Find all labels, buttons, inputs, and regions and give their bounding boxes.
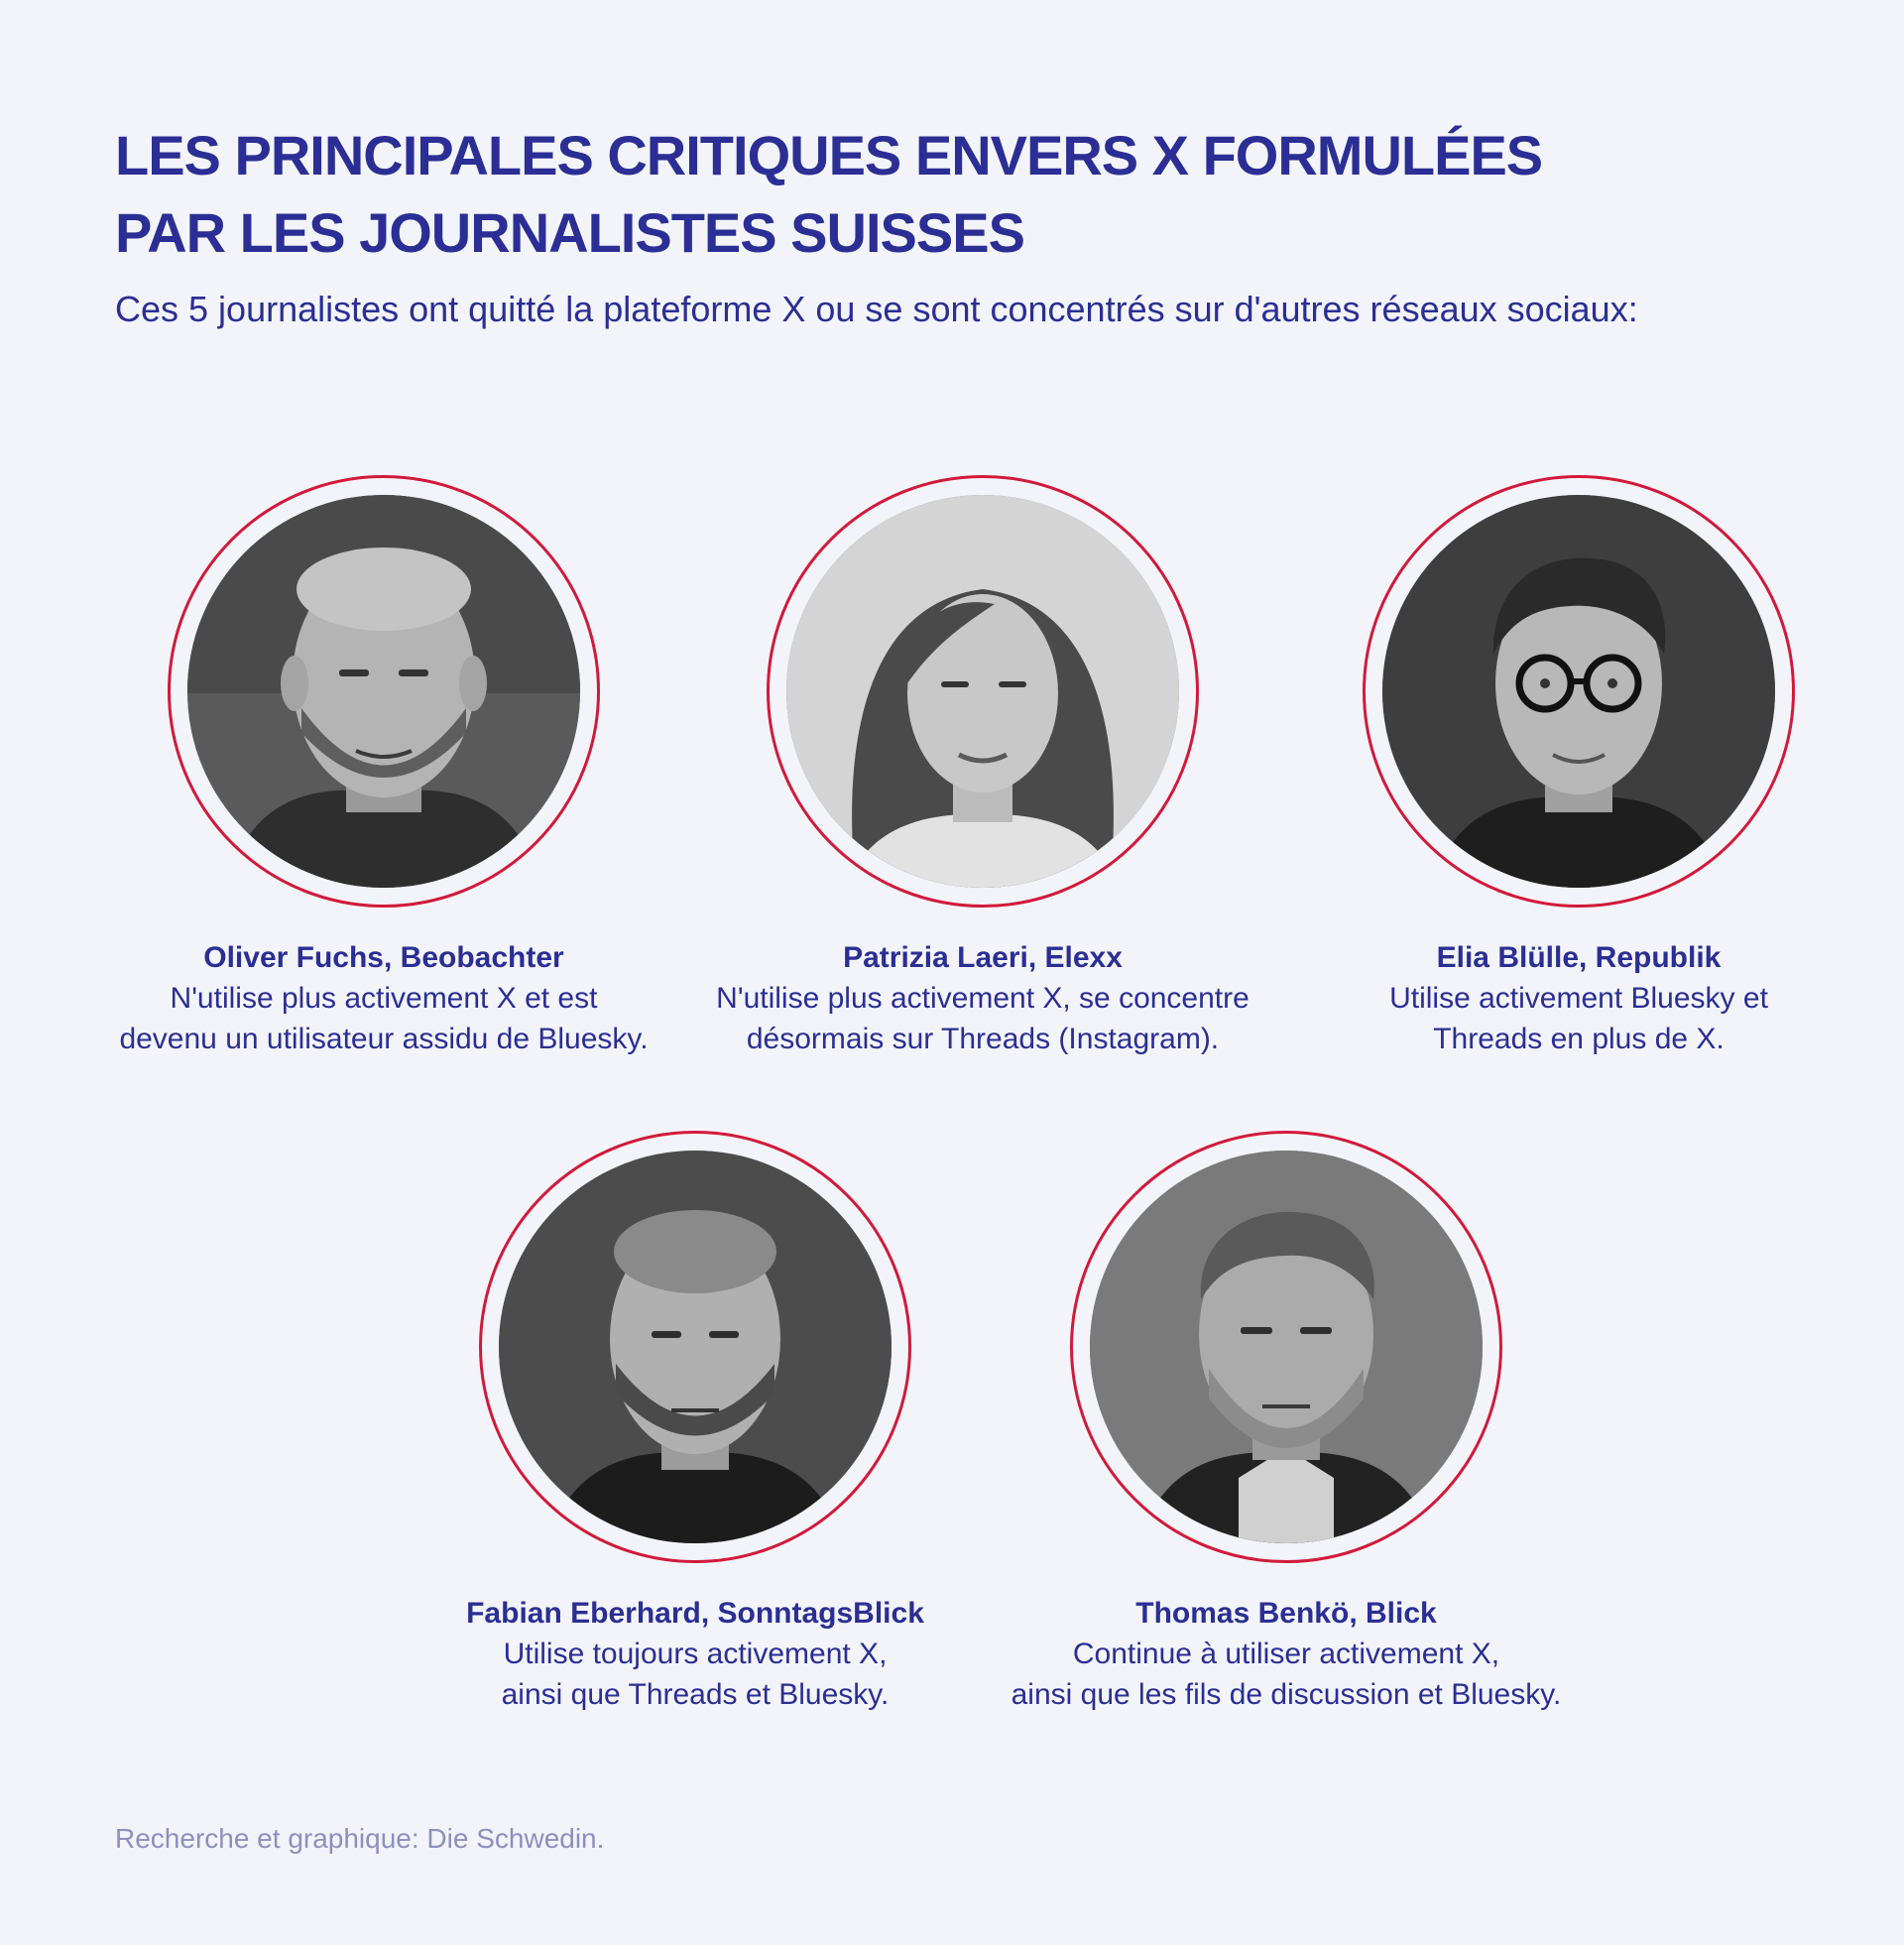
- title-line-1: LES PRINCIPALES CRITIQUES ENVERS X FORMULÉES: [115, 124, 1543, 186]
- journalist-description-line: désormais sur Threads (Instagram).: [746, 1023, 1220, 1055]
- journalist-caption: [969, 1593, 1604, 1715]
- page-subtitle: Ces 5 journalistes ont quitté la plateforme X ou se sont concentrés sur d'autres réseaux sociaux:: [115, 289, 1638, 329]
- journalist-description-line: N'utilise plus activement X, se concentre: [716, 982, 1250, 1015]
- journalist-name: Oliver Fuchs, Beobachter: [203, 941, 564, 974]
- portrait-photo: [786, 495, 1179, 888]
- journalist-caption: [1261, 937, 1896, 1059]
- page-title: [115, 117, 1801, 272]
- title-line-2: PAR LES JOURNALISTES SUISSES: [115, 201, 1024, 264]
- journalist-caption: [378, 1593, 1012, 1715]
- journalist-caption: [665, 937, 1300, 1059]
- journalist-description-line: Utilise activement Bluesky et: [1389, 982, 1768, 1015]
- journalist-description-line: devenu un utilisateur assidu de Bluesky.: [119, 1023, 649, 1055]
- journalist-caption: [66, 937, 701, 1059]
- source-credit: Recherche et graphique: Die Schwedin.: [115, 1823, 605, 1854]
- portrait-photo: [1382, 495, 1775, 888]
- journalist-name: Elia Blülle, Republik: [1436, 941, 1722, 974]
- journalist-name: Patrizia Laeri, Elexx: [843, 941, 1123, 974]
- portrait-photo: [499, 1151, 892, 1543]
- journalist-description-line: N'utilise plus activement X et est: [170, 982, 598, 1015]
- journalist-description-line: Continue à utiliser activement X,: [1072, 1638, 1500, 1670]
- journalist-description-line: ainsi que Threads et Bluesky.: [501, 1678, 890, 1711]
- journalist-description-line: ainsi que les fils de discussion et Bluesky.: [1011, 1678, 1562, 1711]
- portrait-photo: [1090, 1151, 1483, 1543]
- journalist-description-line: Threads en plus de X.: [1433, 1023, 1725, 1055]
- journalist-description-line: Utilise toujours activement X,: [503, 1638, 888, 1670]
- journalist-name: Fabian Eberhard, SonntagsBlick: [466, 1597, 924, 1630]
- portrait-photo: [187, 495, 580, 888]
- journalist-name: Thomas Benkö, Blick: [1135, 1597, 1437, 1630]
